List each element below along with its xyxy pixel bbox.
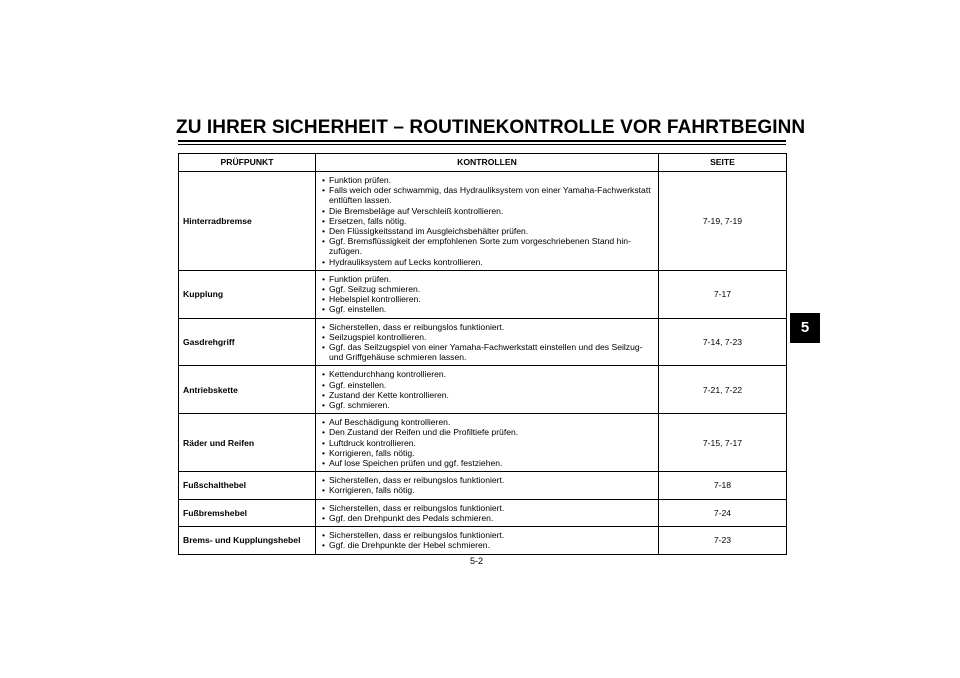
seite-cell: 7-18: [659, 472, 787, 499]
check-item: • Kettendurchhang kontrollieren.: [322, 369, 654, 379]
seite-cell: 7-24: [659, 499, 787, 526]
seite-cell: 7-19, 7-19: [659, 172, 787, 271]
check-item: • Ggf. Seilzug schmieren.: [322, 284, 654, 294]
check-item: • Ggf. schmieren.: [322, 400, 654, 410]
pruefpunkt-cell: Kupplung: [179, 270, 316, 318]
check-list: [322, 503, 654, 523]
kontrollen-cell: [316, 527, 659, 554]
header-kontrollen: KONTROLLEN: [316, 154, 659, 172]
check-list: [322, 322, 654, 363]
check-item: • Seilzugspiel kontrollieren.: [322, 332, 654, 342]
check-list: [322, 175, 654, 267]
table-header-row: [179, 154, 787, 172]
check-list: [322, 475, 654, 495]
table-row: [179, 270, 787, 318]
kontrollen-cell: [316, 318, 659, 366]
kontrollen-cell: [316, 472, 659, 499]
check-item: • Hydrauliksystem auf Lecks kontrollieren.: [322, 257, 654, 267]
pruefpunkt-cell: Hinterradbremse: [179, 172, 316, 271]
check-item: • Ggf. Bremsflüssigkeit der empfohlenen Sorte zum vorgeschriebenen Stand hinzufügen.: [322, 236, 654, 256]
check-list: [322, 274, 654, 315]
seite-cell: 7-14, 7-23: [659, 318, 787, 366]
pruefpunkt-cell: Brems- und Kupplungshebel: [179, 527, 316, 554]
check-list: [322, 530, 654, 550]
page-title: ZU IHRER SICHERHEIT – ROUTINEKONTROLLE VOR FAHRTBEGINN: [176, 117, 806, 138]
check-item: • Sicherstellen, dass er reibungslos funktioniert.: [322, 475, 654, 485]
seite-cell: 7-23: [659, 527, 787, 554]
seite-cell: 7-17: [659, 270, 787, 318]
check-item: • Den Zustand der Reifen und die Profiltiefe prüfen.: [322, 427, 654, 437]
kontrollen-cell: [316, 499, 659, 526]
check-item: • Funktion prüfen.: [322, 175, 654, 185]
check-item: • Auf lose Speichen prüfen und ggf. festziehen.: [322, 458, 654, 468]
check-item: • Zustand der Kette kontrollieren.: [322, 390, 654, 400]
check-item: • Korrigieren, falls nötig.: [322, 448, 654, 458]
pruefpunkt-cell: Antriebskette: [179, 366, 316, 414]
table-row: [179, 527, 787, 554]
check-item: • Die Bremsbeläge auf Verschleiß kontrollieren.: [322, 206, 654, 216]
check-item: • Funktion prüfen.: [322, 274, 654, 284]
table-row: [179, 366, 787, 414]
table-row: [179, 414, 787, 472]
check-item: • Sicherstellen, dass er reibungslos funktioniert.: [322, 322, 654, 332]
seite-cell: 7-15, 7-17: [659, 414, 787, 472]
check-item: • Korrigieren, falls nötig.: [322, 485, 654, 495]
kontrollen-cell: [316, 414, 659, 472]
table-row: [179, 172, 787, 271]
pruefpunkt-cell: Fußbremshebel: [179, 499, 316, 526]
pruefpunkt-cell: Gasdrehgriff: [179, 318, 316, 366]
check-item: • Ggf. einstellen.: [322, 380, 654, 390]
seite-cell: 7-21, 7-22: [659, 366, 787, 414]
chapter-tab: 5: [790, 313, 820, 343]
header-pruefpunkt: PRÜFPUNKT: [179, 154, 316, 172]
header-seite: SEITE: [659, 154, 787, 172]
page-number: 5-2: [470, 556, 484, 566]
check-item: • Ggf. die Drehpunkte der Hebel schmieren.: [322, 540, 654, 550]
check-item: • Ggf. einstellen.: [322, 304, 654, 314]
check-item: • Sicherstellen, dass er reibungslos funktioniert.: [322, 503, 654, 513]
check-item: • Hebelspiel kontrollieren.: [322, 294, 654, 304]
inspection-table: [178, 153, 787, 555]
pruefpunkt-cell: Räder und Reifen: [179, 414, 316, 472]
pruefpunkt-cell: Fußschalthebel: [179, 472, 316, 499]
title-rule-thick: [178, 140, 786, 142]
check-item: • Luftdruck kontrollieren.: [322, 438, 654, 448]
check-item: • Den Flüssigkeitsstand im Ausgleichsbehälter prüfen.: [322, 226, 654, 236]
check-item: • Ersetzen, falls nötig.: [322, 216, 654, 226]
check-item: • Auf Beschädigung kontrollieren.: [322, 417, 654, 427]
check-item: • Ggf. das Seilzugspiel von einer Yamaha-Fachwerkstatt einstellen und des Seilzug- und Griffgehäuse schmieren lassen.: [322, 342, 654, 362]
check-item: • Sicherstellen, dass er reibungslos funktioniert.: [322, 530, 654, 540]
check-list: [322, 369, 654, 410]
table-row: [179, 472, 787, 499]
check-item: • Ggf. den Drehpunkt des Pedals schmieren.: [322, 513, 654, 523]
table-row: [179, 318, 787, 366]
kontrollen-cell: [316, 172, 659, 271]
check-item: • Falls weich oder schwammig, das Hydrauliksystem von einer Yamaha-Fachwerkstatt entlüften lassen.: [322, 185, 654, 205]
table-row: [179, 499, 787, 526]
check-list: [322, 417, 654, 468]
kontrollen-cell: [316, 366, 659, 414]
kontrollen-cell: [316, 270, 659, 318]
title-rule-thin: [178, 144, 786, 145]
